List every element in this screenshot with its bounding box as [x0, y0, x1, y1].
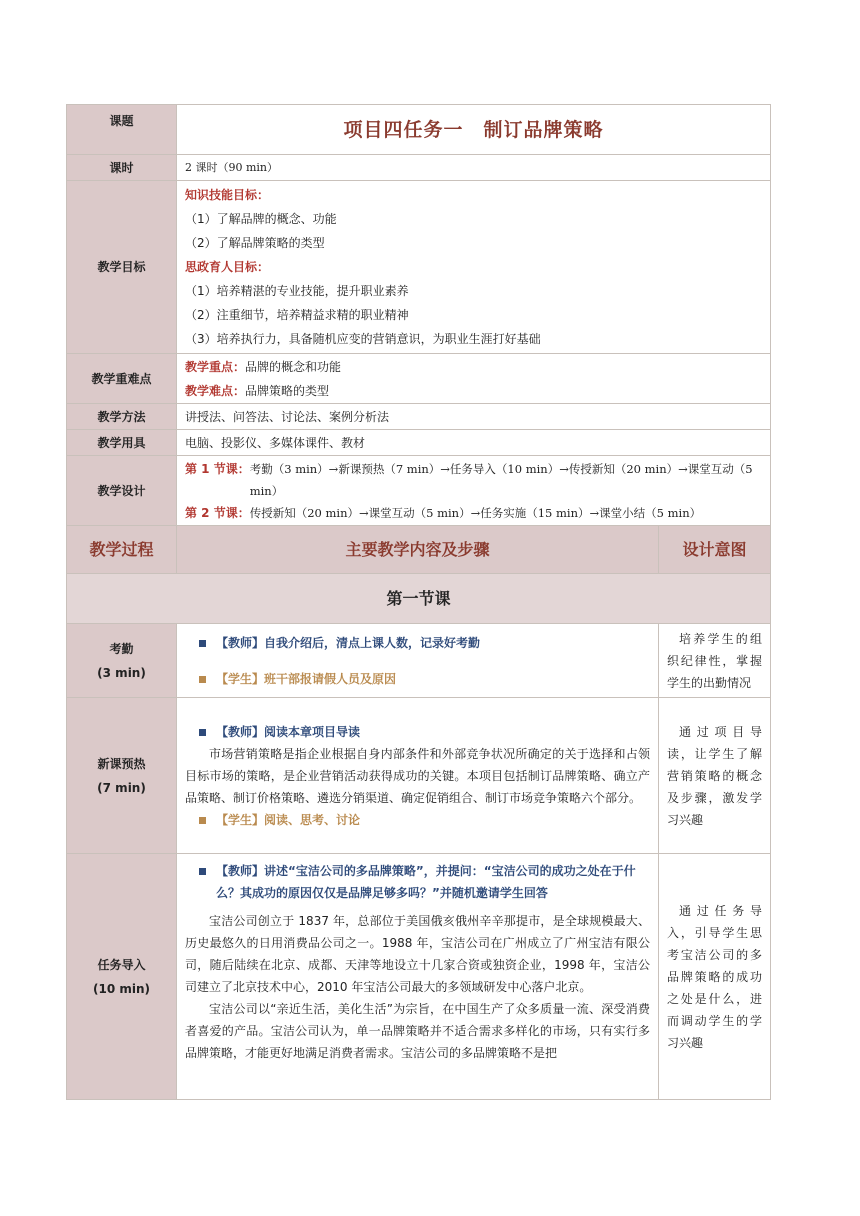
process-col-content: 主要教学内容及步骤: [177, 526, 659, 574]
difficulty-value: 品牌策略的类型: [245, 383, 330, 398]
hours-row: [67, 155, 771, 181]
page-title: 项目四任务一 制订品牌策略: [177, 105, 771, 155]
design-intent: 培养学生的组织纪律性，掌握学生的出勤情况: [667, 631, 763, 690]
teacher-step: 【教师】自我介绍后，清点上课人数，记录好考勤: [216, 635, 481, 650]
lesson2-value: 传授新知（20 min）→课堂互动（5 min）→任务实施（15 min）→课堂小结（5 min）: [249, 505, 702, 520]
methods-row: [67, 404, 771, 430]
lesson1-label: 第 1 节课：: [185, 461, 250, 476]
keypoints-label: 教学重难点: [67, 354, 177, 404]
difficulty-label: 教学难点：: [185, 383, 246, 398]
student-step: 【学生】阅读、思考、讨论: [216, 812, 361, 827]
knowledge-heading: 知识技能目标：: [185, 188, 270, 202]
table-row: [67, 698, 771, 854]
square-bullet-icon: [199, 676, 206, 683]
design-intent: 通过项目导读，让学生了解营销策略的概念及步骤，激发学习兴趣: [667, 724, 763, 827]
content-paragraph: 宝洁公司创立于 1837 年，总部位于美国俄亥俄州辛辛那提市，是全球规模最大、历史最悠久的日用消费品公司之一。1988 年，宝洁公司在广州成立了广州宝洁有限公司，随后陆续在北京、成都、天津等地设立十几家合资或独资企业，1998 年，宝洁公司建立了北京技术中心，2010 年宝洁公司最大的多领域研发中心落户北京。: [185, 914, 650, 994]
stage-name: 考勤: [109, 641, 134, 656]
topic-label: 课题: [67, 105, 177, 155]
hours-value: 2 课时（90 min）: [177, 155, 771, 181]
square-bullet-icon: [199, 729, 206, 736]
hours-label: 课时: [67, 155, 177, 181]
ideology-item: （3）培养执行力，具备随机应变的营销意识，为职业生涯打好基础: [185, 332, 541, 346]
tools-label: 教学用具: [67, 430, 177, 456]
keypoints-row: [67, 354, 771, 404]
square-bullet-icon: [199, 817, 206, 824]
design-intent: 通过任务导入，引导学生思考宝洁公司的多品牌策略的成功之处是什么，进而调动学生的学习兴趣: [667, 903, 763, 1050]
stage-name: 任务导入: [97, 957, 146, 972]
stage-name: 新课预热: [97, 756, 146, 771]
section-title: 第一节课: [67, 574, 771, 624]
topic-row: [67, 105, 771, 155]
objectives-label: 教学目标: [67, 181, 177, 354]
stage-time: (3 min): [97, 665, 146, 680]
lesson1-value: 考勤（3 min）→新课预热（7 min）→任务导入（10 min）→传授新知（20 min）→课堂互动（5 min）: [249, 461, 753, 498]
ideology-heading: 思政育人目标：: [185, 260, 270, 274]
process-col-intent: 设计意图: [659, 526, 771, 574]
key-label: 教学重点：: [185, 359, 246, 374]
table-row: [67, 624, 771, 698]
content-paragraph: 宝洁公司以“亲近生活，美化生活”为宗旨，在中国生产了众多质量一流、深受消费者喜爱的产品。宝洁公司认为，单一品牌策略并不适合需求多样化的市场，只有实行多品牌策略，才能更好地满足消费者需求。宝洁公司的多品牌策略不是把: [185, 1002, 650, 1060]
process-header-row: [67, 526, 771, 574]
knowledge-item: （2）了解品牌策略的类型: [185, 236, 325, 250]
ideology-item: （2）注重细节，培养精益求精的职业精神: [185, 308, 409, 322]
lesson-plan-table: [66, 104, 771, 1100]
table-row: [67, 854, 771, 1100]
stage-time: (10 min): [92, 981, 150, 996]
square-bullet-icon: [199, 640, 206, 647]
objectives-row: [67, 181, 771, 354]
knowledge-item: （1）了解品牌的概念、功能: [185, 212, 337, 226]
teacher-step: 【教师】阅读本章项目导读: [216, 724, 361, 739]
design-label: 教学设计: [67, 456, 177, 526]
student-step: 【学生】班干部报请假人员及原因: [216, 671, 397, 686]
design-row: [67, 456, 771, 526]
tools-row: [67, 430, 771, 456]
stage-time: (7 min): [97, 780, 146, 795]
methods-value: 讲授法、问答法、讨论法、案例分析法: [177, 404, 771, 430]
square-bullet-icon: [199, 868, 206, 875]
lesson2-label: 第 2 节课：: [185, 505, 250, 520]
teacher-step: 【教师】讲述“宝洁公司的多品牌策略”，并提问：“宝洁公司的成功之处在于什么？其成功的原因仅仅是品牌足够多吗？”并随机邀请学生回答: [216, 864, 636, 900]
process-col-stage: 教学过程: [67, 526, 177, 574]
ideology-item: （1）培养精湛的专业技能，提升职业素养: [185, 284, 409, 298]
methods-label: 教学方法: [67, 404, 177, 430]
content-paragraph: 市场营销策略是指企业根据自身内部条件和外部竞争状况所确定的关于选择和占领目标市场的策略，是企业营销活动获得成功的关键。本项目包括制订品牌策略、确立产品策略、制订价格策略、遴选分销渠道、确定促销组合、制订市场竞争策略六个部分。: [185, 746, 650, 805]
section-row: [67, 574, 771, 624]
key-value: 品牌的概念和功能: [245, 359, 342, 374]
tools-value: 电脑、投影仪、多媒体课件、教材: [177, 430, 771, 456]
